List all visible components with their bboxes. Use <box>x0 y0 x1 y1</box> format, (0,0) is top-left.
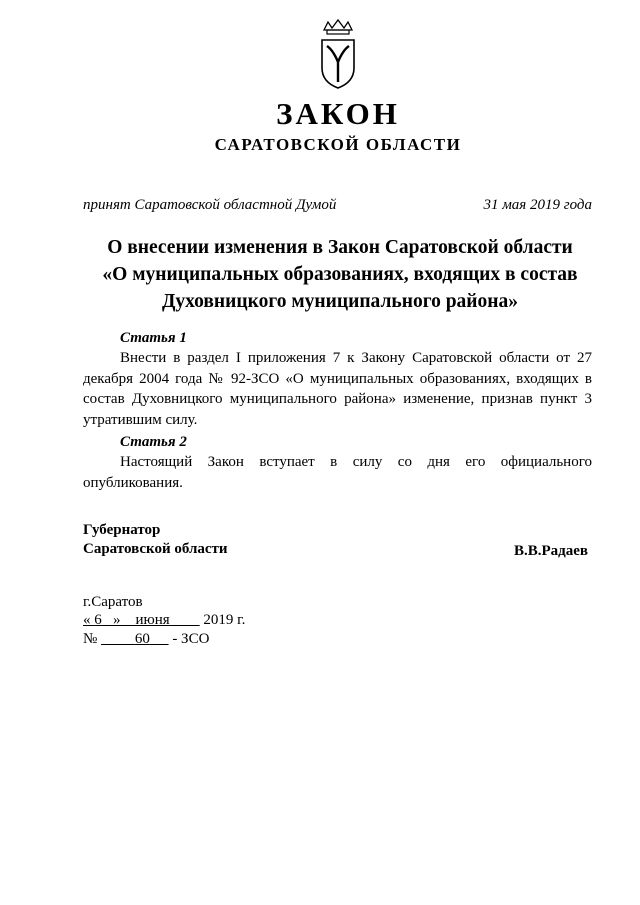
heading-line: «О муниципальных образованиях, входящих в состав <box>102 264 578 285</box>
city: г.Саратов <box>83 594 143 610</box>
signer-name: В.В.Радаев <box>513 543 588 559</box>
day: 6 <box>94 612 102 628</box>
year: 2019 г. <box>203 612 246 628</box>
article-2-title: Статья 2 <box>120 434 187 450</box>
number-label: № <box>83 631 98 647</box>
article-1-text: Внести в раздел I приложения 7 к Закону Саратовской области от 27 декабря 2004 года № 92-ЗСО «О муниципальных образованиях, входящих в состав Духовницкого муниципального района» изменение, признав пункт 3 утратившим силу. <box>83 350 592 428</box>
heading-line: О внесении изменения в Закон Саратовской области <box>107 237 573 258</box>
day-open: « <box>83 612 91 628</box>
signer-region: Саратовской области <box>83 541 228 557</box>
law-number <box>83 631 209 648</box>
signing-date <box>83 612 245 629</box>
number: 60 <box>134 631 150 647</box>
article-2-text: Настоящий Закон вступает в силу со дня его официального опубликования. <box>83 454 592 491</box>
document-subtitle: САРАТОВСКОЙ ОБЛАСТИ <box>214 135 462 154</box>
heading-line: Духовницкого муниципального района» <box>161 291 519 312</box>
number-suffix: - ЗСО <box>172 631 210 647</box>
article-1-title: Статья 1 <box>120 330 187 346</box>
day-close: » <box>113 612 121 628</box>
law-heading <box>70 234 610 315</box>
signer-position: Губернатор <box>83 522 161 538</box>
adoption-date: 31 мая 2019 года <box>483 197 592 213</box>
adopted-by: принят Саратовской областной Думой <box>83 197 337 213</box>
coat-of-arms-emblem <box>318 18 358 90</box>
month: июня <box>135 612 170 628</box>
document-title: ЗАКОН <box>276 96 400 131</box>
